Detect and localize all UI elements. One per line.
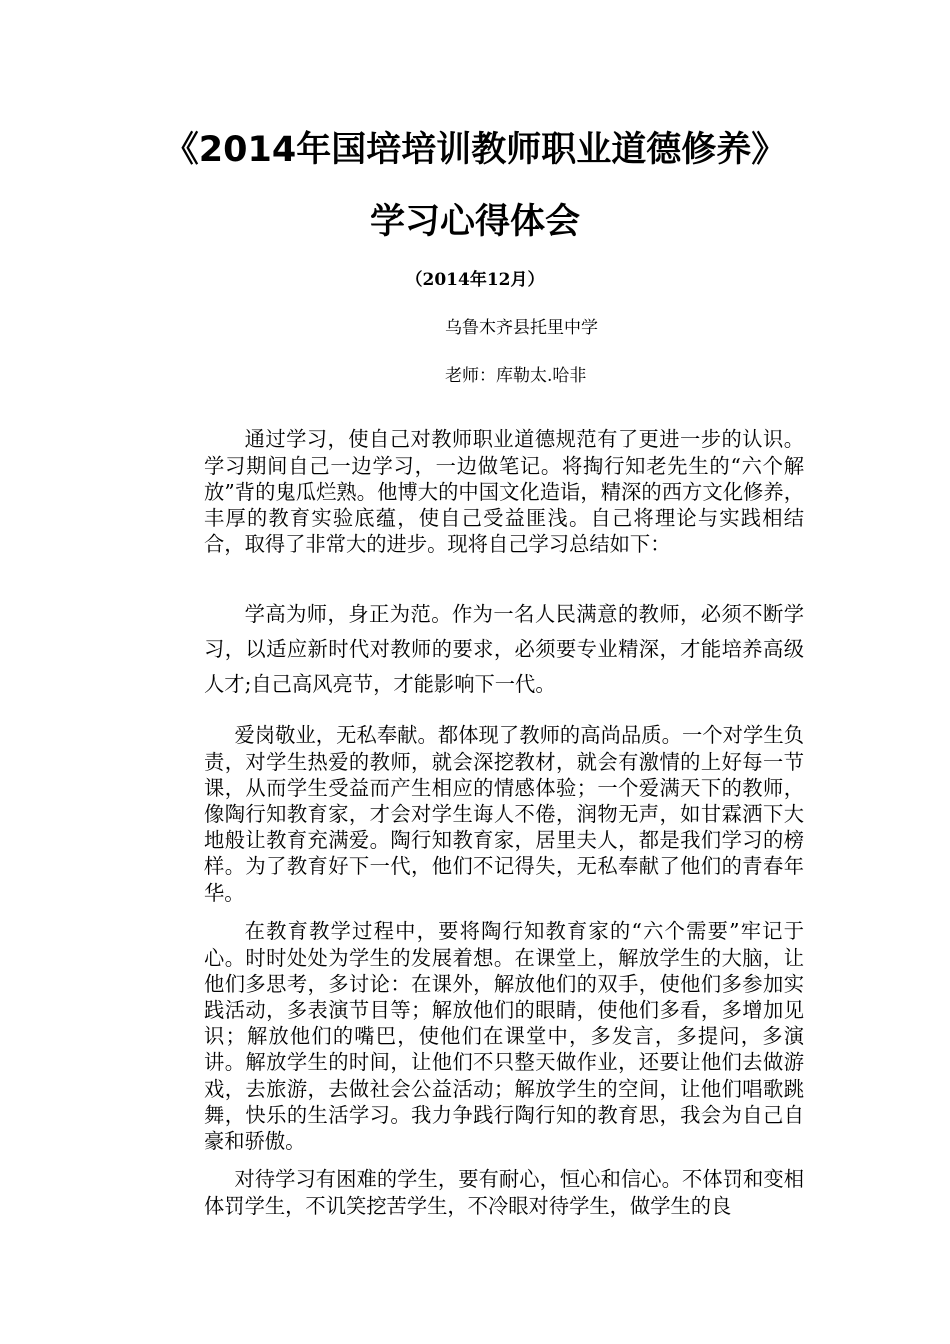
document-subtitle: 学习心得体会	[369, 202, 580, 242]
teacher-name: 老师：库勒太.哈非	[445, 366, 587, 386]
paragraph-patience: 对待学习有困难的学生，要有耐心，恒心和信心。不体罚和变相体罚学生，不讥笑挖苦学生，不冷眼对待学生，做学生的良	[204, 1167, 804, 1218]
school-name: 乌鲁木齐县托里中学	[445, 318, 598, 338]
paragraph-learning: 学高为师，身正为范。作为一名人民满意的教师，必须不断学习，以适应新时代对教师的要求，必须要专业精深，才能培养高级人才;自己高风亮节，才能影响下一代。	[204, 602, 804, 697]
document-title: 《2014年国培培训教师职业道德修养》	[163, 130, 787, 170]
document-date: （2014年12月）	[405, 270, 545, 290]
paragraph-teaching: 在教育教学过程中，要将陶行知教育家的“六个需要”牢记于心。时时处处为学生的发展着想。在课堂上，解放学生的大脑，让他们多思考，多讨论：在课外，解放他们的双手，使他们多参加实践活动，多表演节目等；解放他们的眼睛，使他们多看，多增加见识；解放他们的嘴巴，使他们在课堂中，多发言，多提问，多演讲。解放学生的时间，让他们不只整天做作业，还要让他们去做游戏，去旅游，去做社会公益活动；解放学生的空间，让他们唱歌跳舞，快乐的生活学习。我力争践行陶行知的教育思，我会为自己自豪和骄傲。	[204, 919, 804, 1153]
paragraph-dedication: 爱岗敬业，无私奉献。都体现了教师的高尚品质。一个对学生负责，对学生热爱的教师，就会深挖教材，就会有激情的上好每一节课，从而学生受益而产生相应的情感体验；一个爱满天下的教师，像陶行知教育家，才会对学生诲人不倦，润物无声，如甘霖洒下大地般让教育充满爱。陶行知教育家，居里夫人，都是我们学习的榜样。为了教育好下一代，他们不记得失，无私奉献了他们的青春年华。	[204, 723, 804, 905]
paragraph-intro: 通过学习，使自己对教师职业道德规范有了更进一步的认识。学习期间自己一边学习，一边做笔记。将掏行知老先生的“六个解放”背的鬼瓜烂熟。他博大的中国文化造诣，精深的西方文化修养，丰厚的教育实验底蕴，使自己受益匪浅。自己将理论与实践相结合，取得了非常大的进步。现将自己学习总结如下：	[204, 427, 804, 557]
